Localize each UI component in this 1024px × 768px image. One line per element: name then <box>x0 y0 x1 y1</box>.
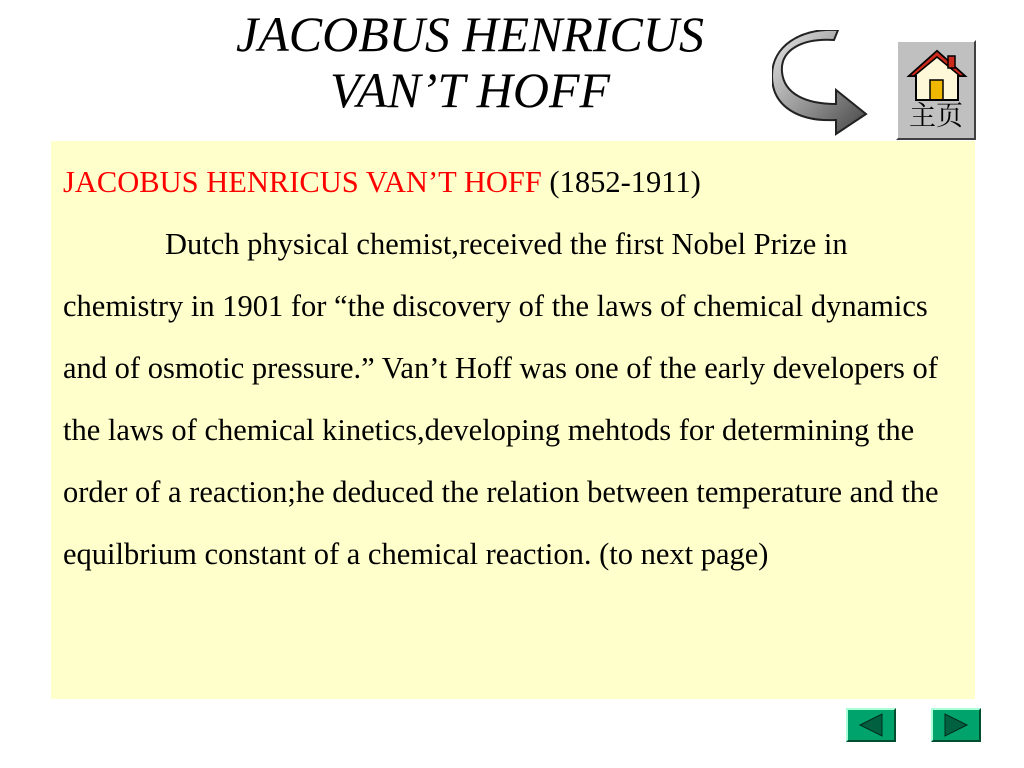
next-page-button[interactable] <box>931 708 981 742</box>
page-title-line-2: VAN’T HOFF <box>329 62 611 118</box>
previous-page-button[interactable] <box>846 708 896 742</box>
life-years: (1852-1911) <box>549 165 701 199</box>
curved-back-arrow-icon <box>772 30 872 138</box>
page-title-line-1: JACOBUS HENRICUS <box>236 6 704 62</box>
triangle-left-icon <box>848 710 894 740</box>
triangle-right-icon <box>933 710 979 740</box>
house-icon <box>906 48 968 104</box>
home-button[interactable] <box>896 40 976 140</box>
home-label: 主页 <box>909 101 963 132</box>
biography-text: Dutch physical chemist,received the first Nobel Prize in chemistry in 1901 for “the discovery of the laws of chemical dynamics and of osmotic pressure.” Van’t Hoff was one of the early developers of the laws of chemical kinetics,developing mehtods for determining the order of a reaction;he deduced the relation between temperature and the equilbrium constant of a chemical reaction. (to next page) <box>63 227 939 571</box>
name-line <box>63 151 963 213</box>
biography-panel <box>51 141 975 699</box>
scientist-name: JACOBUS HENRICUS VAN’T HOFF <box>63 165 542 199</box>
back-button[interactable] <box>772 30 872 138</box>
page-title <box>160 6 780 118</box>
